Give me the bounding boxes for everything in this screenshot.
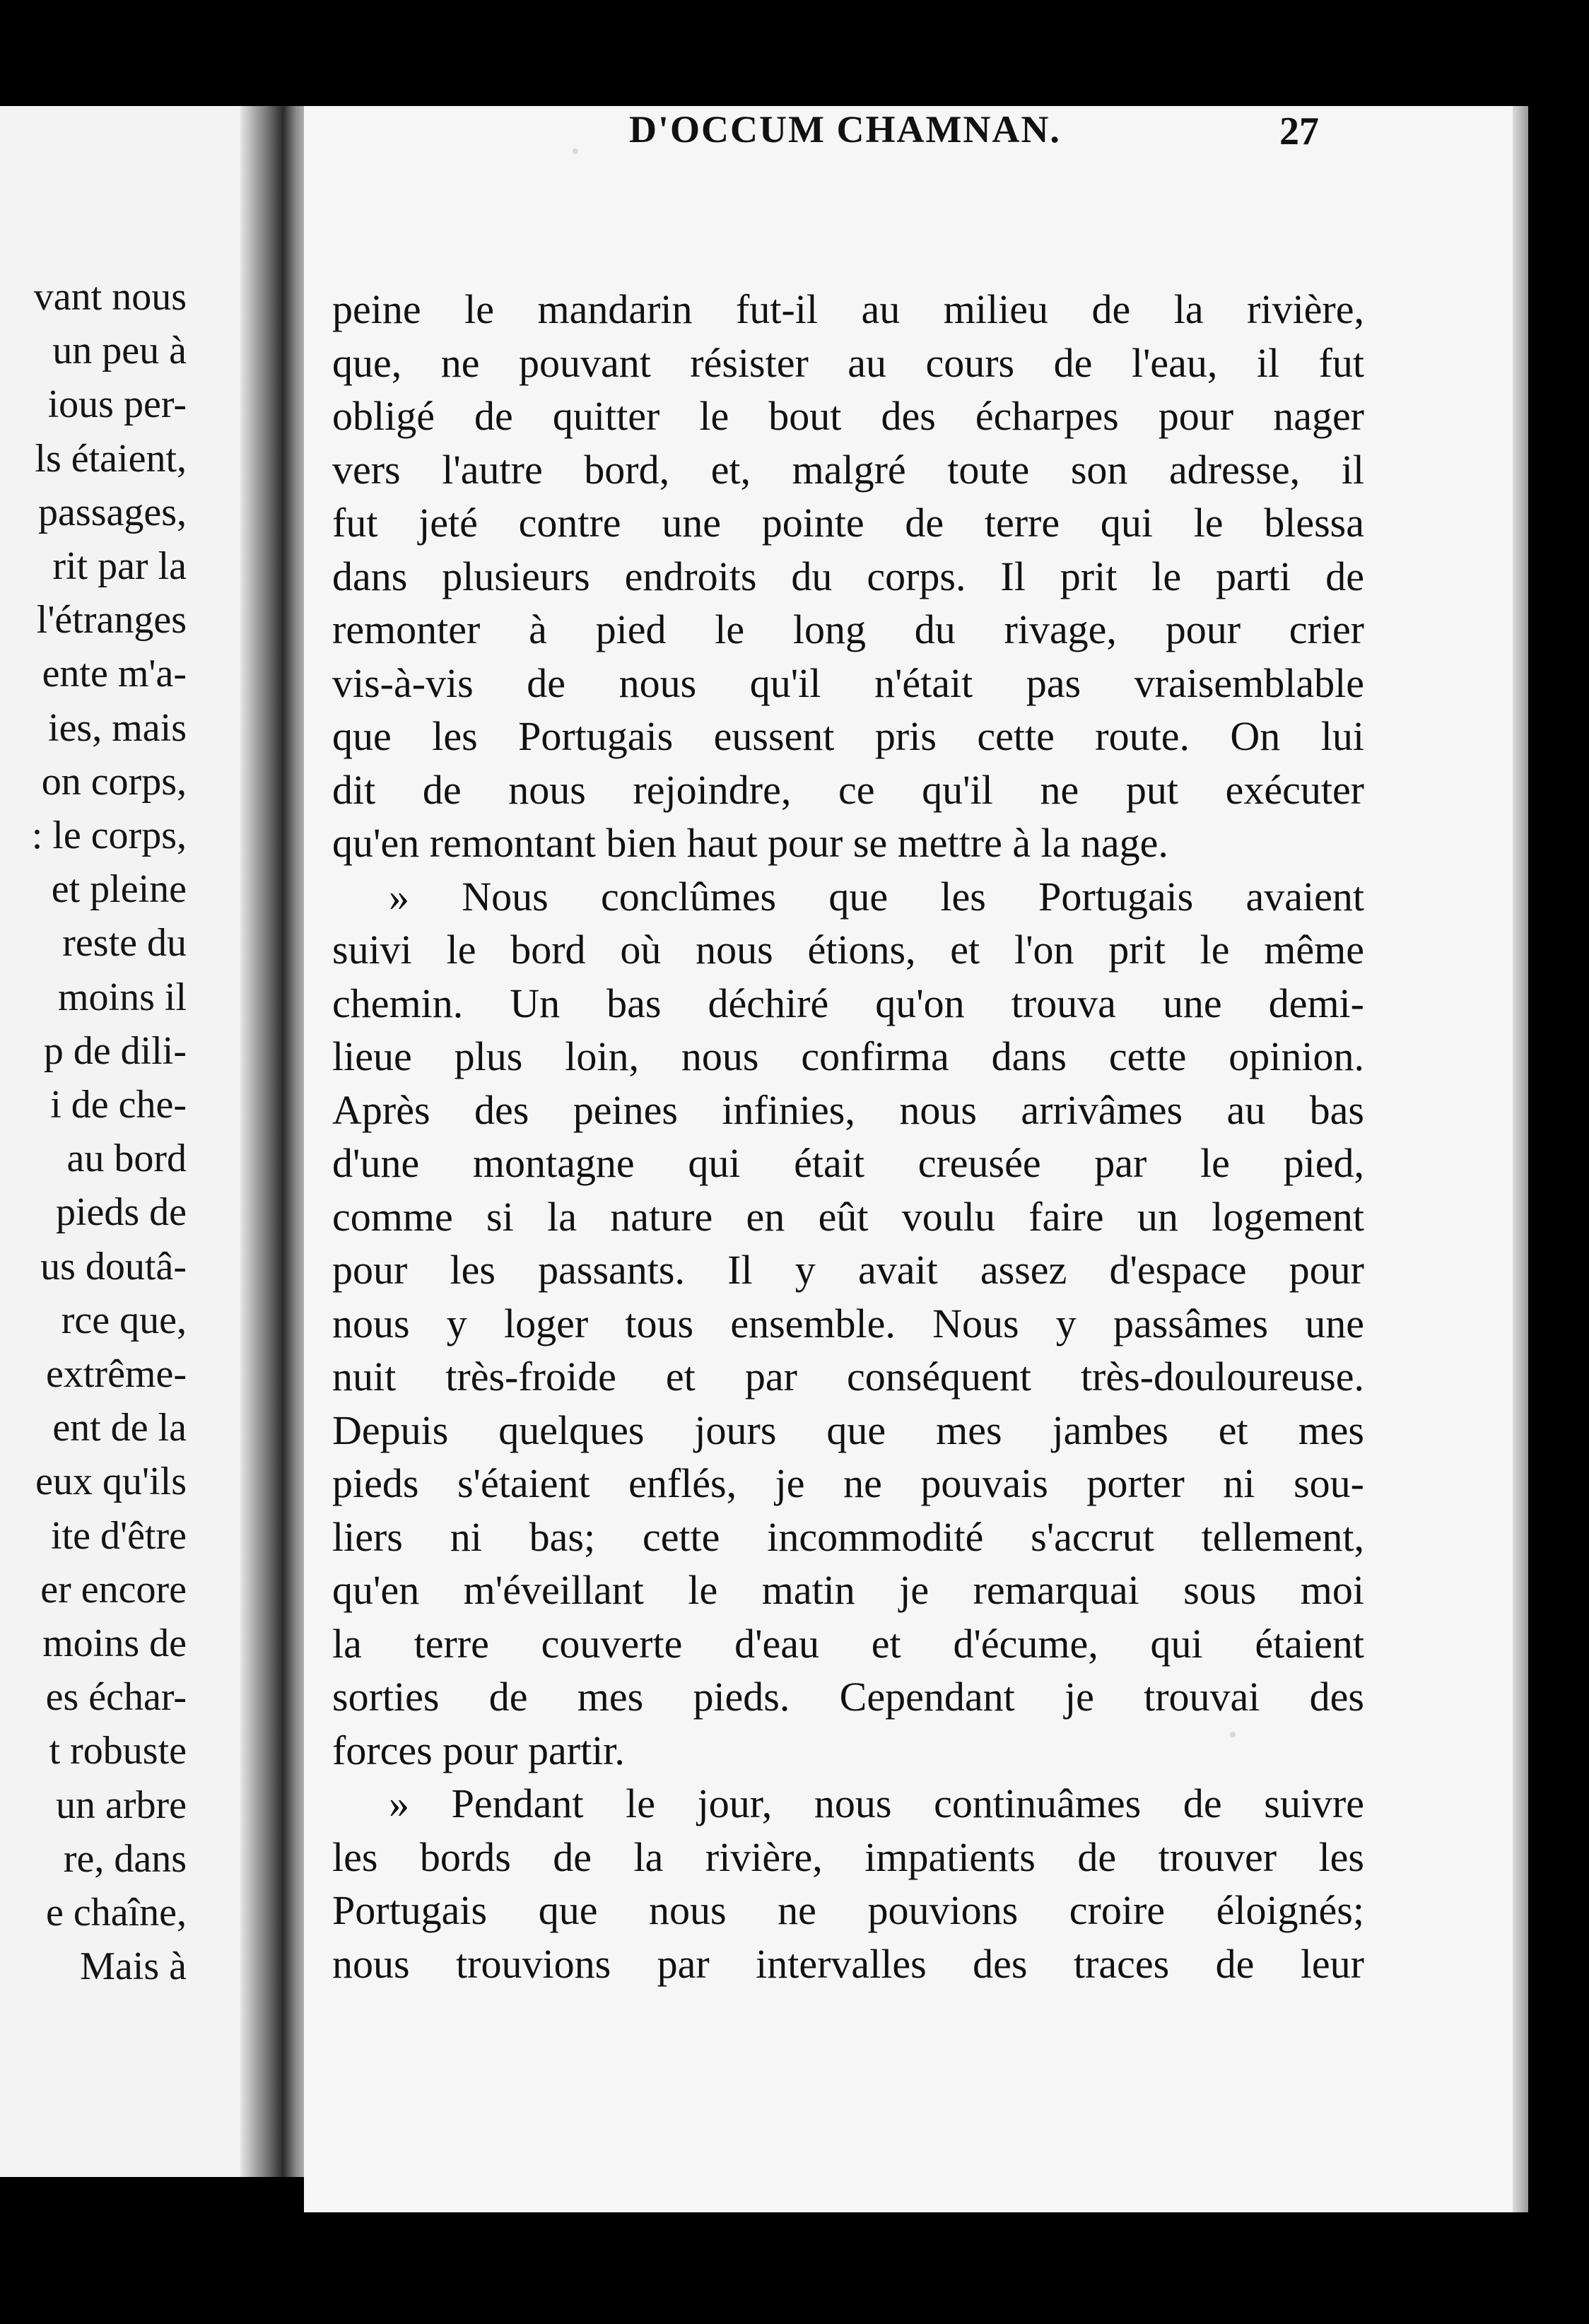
page-edge [1513, 106, 1528, 2212]
text-line: dit de nous rejoindre, ce qu'il ne put exécuter [332, 766, 1364, 813]
text-line: peine le mandarin fut-il au milieu de la rivière, [332, 286, 1364, 332]
text-line: fut jeté contre une pointe de terre qui le blessa [332, 500, 1364, 546]
left-page-line: rit par la [52, 544, 187, 588]
left-page-line: au bord [66, 1137, 187, 1181]
page-number: 27 [1279, 110, 1319, 153]
text-line: nuit très-froide et par conséquent très-douloureuse. [332, 1354, 1364, 1399]
left-page-line: ente m'a- [42, 652, 187, 696]
left-page-line: vant nous [33, 275, 187, 319]
text-line: les bords de la rivière, impatients de trouver les [332, 1833, 1364, 1880]
text-line: nous trouvions par intervalles des traces de leur [332, 1940, 1364, 1987]
left-page-line: es échar- [45, 1675, 187, 1720]
left-page-line: extrême- [46, 1352, 187, 1396]
text-line: sorties de mes pieds. Cependant je trouvai des [332, 1674, 1364, 1720]
text-line: la terre couverte d'eau et d'écume, qui étaient [332, 1620, 1364, 1667]
text-line: » Nous conclûmes que les Portugais avaient [389, 873, 1364, 920]
text-line: forces pour partir. [332, 1727, 625, 1773]
left-page-line: eux qu'ils [35, 1460, 187, 1504]
left-page-line: ite d'être [51, 1513, 187, 1558]
text-line: qu'en remontant bien haut pour se mettre à la nage. [332, 820, 1168, 866]
left-page-line: i de che- [50, 1083, 187, 1127]
text-line: vers l'autre bord, et, malgré toute son adresse, il [332, 446, 1364, 493]
text-line: lieue plus loin, nous confirma dans cette opinion. [332, 1033, 1364, 1079]
left-page-line: p de dili- [43, 1028, 187, 1073]
text-line: comme si la nature en eût voulu faire un logement [332, 1193, 1364, 1240]
left-page-line: moins de [42, 1621, 187, 1665]
left-page-line: e chaîne, [46, 1891, 187, 1935]
left-page-line: re, dans [63, 1836, 187, 1881]
left-page-line: rce que, [61, 1298, 187, 1342]
text-line: chemin. Un bas déchiré qu'on trouva une demi- [332, 980, 1364, 1026]
left-page-line: ies, mais [48, 705, 187, 750]
left-page-line: Mais à [80, 1944, 187, 1989]
left-page-line: un peu à [52, 329, 187, 373]
left-page-line: ls étaient, [35, 436, 187, 481]
text-line: Depuis quelques jours que mes jambes et mes [332, 1407, 1364, 1453]
page-body-text [332, 283, 1364, 1990]
left-page-line: er encore [40, 1567, 187, 1612]
text-line: pour les passants. Il y avait assez d'espace pour [332, 1247, 1364, 1293]
left-page-line: : le corps, [31, 814, 187, 857]
running-title: D'OCCUM CHAMNAN. [629, 108, 1061, 151]
text-line: suivi le bord où nous étions, et l'on prit le même [332, 927, 1364, 973]
text-line: obligé de quitter le bout des écharpes pour nager [332, 393, 1364, 439]
left-page-line: ious per- [47, 382, 187, 427]
text-line: vis-à-vis de nous qu'il n'était pas vraisemblable [332, 659, 1364, 706]
text-line: pieds s'étaient enflés, je ne pouvais porter ni sou- [332, 1460, 1364, 1506]
left-page-line: passages, [38, 490, 187, 534]
left-page-line: et pleine [51, 867, 187, 912]
left-page-line: on corps, [41, 759, 187, 804]
text-line: que les Portugais eussent pris cette route. On lui [332, 713, 1364, 759]
text-line: nous y loger tous ensemble. Nous y passâmes une [332, 1300, 1364, 1346]
left-page-line: moins il [57, 975, 187, 1019]
text-line: » Pendant le jour, nous continuâmes de suivre [389, 1780, 1364, 1826]
left-page-line: ent de la [52, 1406, 187, 1450]
left-page-line: un arbre [55, 1783, 187, 1827]
left-page [0, 106, 254, 2177]
text-line: qu'en m'éveillant le matin je remarquai sous moi [332, 1567, 1364, 1613]
text-line: Portugais que nous ne pouvions croire éloignés; [332, 1887, 1364, 1933]
left-page-line: t robuste [49, 1729, 187, 1773]
left-page-line: l'étranges [36, 598, 187, 642]
text-line: remonter à pied le long du rivage, pour crier [332, 606, 1364, 652]
text-line: que, ne pouvant résister au cours de l'eau, il fut [332, 339, 1364, 386]
text-line: d'une montagne qui était creusée par le pied, [332, 1140, 1364, 1186]
text-line: dans plusieurs endroits du corps. Il prit le parti de [332, 553, 1364, 599]
text-line: Après des peines infinies, nous arrivâmes au bas [332, 1086, 1364, 1133]
left-page-line: pieds de [55, 1190, 187, 1235]
running-head [332, 107, 1589, 164]
left-page-line: reste du [62, 921, 187, 966]
left-page-line: us doutâ- [40, 1244, 187, 1289]
text-line: liers ni bas; cette incommodité s'accrut tellement, [332, 1513, 1364, 1560]
